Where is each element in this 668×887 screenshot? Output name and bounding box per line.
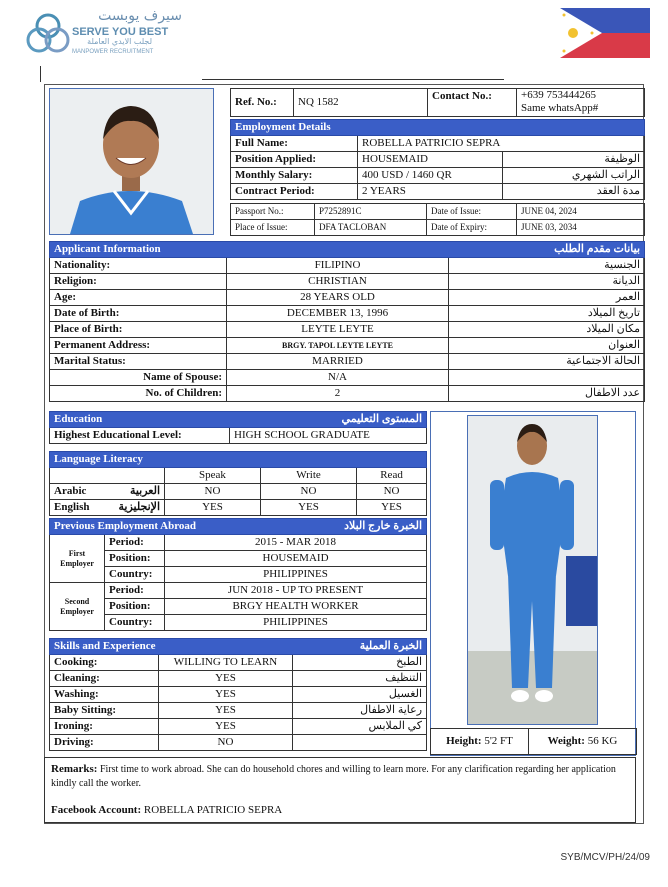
education-table <box>49 411 427 444</box>
place-issue-value: DFA TACLOBAN <box>315 220 427 236</box>
ref-value: NQ 1582 <box>294 89 428 117</box>
marital-value: MARRIED <box>227 354 449 370</box>
address-label: Permanent Address: <box>50 338 227 354</box>
full-body-photo <box>467 415 598 725</box>
arabic-read: NO <box>357 484 427 500</box>
babysitting-value: YES <box>159 703 293 719</box>
previous-employment-table <box>49 518 427 631</box>
nationality-label: Nationality: <box>50 258 227 274</box>
spouse-arabic <box>449 370 645 386</box>
first-country-label: Country: <box>105 567 165 583</box>
driving-label: Driving: <box>50 735 159 751</box>
issue-date-value: JUNE 04, 2024 <box>517 204 645 220</box>
height-label: Height: <box>446 735 482 747</box>
remarks-box <box>44 757 636 823</box>
pob-arabic: مكان الميلاد <box>449 322 645 338</box>
place-issue-label: Place of Issue: <box>231 220 315 236</box>
facebook-label: Facebook Account: <box>51 804 142 816</box>
left-margin-line <box>40 66 41 82</box>
issue-date-label: Date of Issue: <box>427 204 517 220</box>
first-employer-tag: First Employer <box>50 535 105 583</box>
dob-arabic: تاريخ الميلاد <box>449 306 645 322</box>
washing-arabic: الغسيل <box>293 687 427 703</box>
reference-table <box>230 88 645 117</box>
washing-value: YES <box>159 687 293 703</box>
contact-value: +639 753444265 <box>521 89 596 101</box>
full-name-label: Full Name: <box>231 136 358 152</box>
arabic-lang-label: Arabic <box>54 485 87 497</box>
language-table <box>49 451 427 516</box>
contract-arabic: مدة العقد <box>503 184 645 200</box>
top-divider <box>202 79 504 80</box>
education-label: Highest Educational Level: <box>50 428 230 444</box>
babysitting-arabic: رعاية الاطفال <box>293 703 427 719</box>
ironing-label: Ironing: <box>50 719 159 735</box>
driving-value: NO <box>159 735 293 751</box>
applicant-info-heading: Applicant Information <box>54 243 161 255</box>
address-value: BRGY. TAPOL LEYTE LEYTE <box>227 338 449 354</box>
facebook-value: ROBELLA PATRICIO SEPRA <box>143 804 283 816</box>
profile-photo <box>49 88 214 235</box>
expiry-label: Date of Expiry: <box>427 220 517 236</box>
arabic-lang-arabic: العربية <box>129 485 160 497</box>
english-lang-arabic: الإنجليزية <box>118 501 160 513</box>
cleaning-label: Cleaning: <box>50 671 159 687</box>
ref-label: Ref. No.: <box>231 89 294 117</box>
position-arabic: الوظيفة <box>503 152 645 168</box>
speak-header: Speak <box>165 468 261 484</box>
remarks-text: First time to work abroad. She can do household chores and willing to learn more. For any clarification regarding her application kindly call the worker. <box>51 764 616 789</box>
second-employer-tag: Second Employer <box>50 583 105 631</box>
arabic-speak: NO <box>165 484 261 500</box>
english-speak: YES <box>165 500 261 516</box>
children-label: No. of Children: <box>50 386 227 402</box>
cooking-label: Cooking: <box>50 655 159 671</box>
remarks-label: Remarks: <box>51 763 98 775</box>
logo-tagline-arabic: لجلب الايدي العاملة <box>87 37 152 46</box>
age-value: 28 YEARS OLD <box>227 290 449 306</box>
contact-note: Same whatsApp# <box>521 102 599 114</box>
second-country-value: PHILIPPINES <box>165 615 427 631</box>
second-period-value: JUN 2018 - UP TO PRESENT <box>165 583 427 599</box>
age-label: Age: <box>50 290 227 306</box>
expiry-value: JUNE 03, 2034 <box>517 220 645 236</box>
second-country-label: Country: <box>105 615 165 631</box>
english-lang-label: English <box>54 501 90 513</box>
religion-arabic: الديانة <box>449 274 645 290</box>
pob-label: Place of Birth: <box>50 322 227 338</box>
ironing-arabic: كي الملابس <box>293 719 427 735</box>
logo-tagline: MANPOWER RECRUITMENT <box>72 49 154 55</box>
language-heading: Language Literacy <box>50 452 427 468</box>
employment-details-table <box>230 119 645 200</box>
skills-table <box>49 638 427 751</box>
children-value: 2 <box>227 386 449 402</box>
nationality-value: FILIPINO <box>227 258 449 274</box>
spouse-label: Name of Spouse: <box>50 370 227 386</box>
position-label: Position Applied: <box>231 152 358 168</box>
cooking-value: WILLING TO LEARN <box>159 655 293 671</box>
salary-value: 400 USD / 1460 QR <box>358 168 503 184</box>
measurements-table <box>430 728 637 755</box>
education-heading-arabic: المستوى التعليمي <box>341 413 423 425</box>
applicant-info-table <box>49 241 645 402</box>
employment-details-heading: Employment Details <box>231 120 645 136</box>
first-country-value: PHILIPPINES <box>165 567 427 583</box>
dob-label: Date of Birth: <box>50 306 227 322</box>
arabic-write: NO <box>261 484 357 500</box>
company-logo <box>26 8 196 60</box>
first-position-label: Position: <box>105 551 165 567</box>
logo-name: SERVE YOU BEST <box>72 26 169 38</box>
nationality-arabic: الجنسية <box>449 258 645 274</box>
cleaning-arabic: التنظيف <box>293 671 427 687</box>
cleaning-value: YES <box>159 671 293 687</box>
skills-heading: Skills and Experience <box>54 640 156 652</box>
logo-arabic: سيرف يوبست <box>98 8 182 24</box>
education-heading: Education <box>54 413 103 425</box>
previous-employment-heading-arabic: الخبرة خارج البلاد <box>344 520 423 532</box>
spouse-value: N/A <box>227 370 449 386</box>
second-position-value: BRGY HEALTH WORKER <box>165 599 427 615</box>
address-arabic: العنوان <box>449 338 645 354</box>
passport-table <box>230 203 645 236</box>
education-value: HIGH SCHOOL GRADUATE <box>230 428 427 444</box>
position-value: HOUSEMAID <box>358 152 503 168</box>
write-header: Write <box>261 468 357 484</box>
weight-value: 56 KG <box>587 735 618 747</box>
marital-label: Marital Status: <box>50 354 227 370</box>
document-code: SYB/MCV/PH/24/09 <box>560 852 650 863</box>
previous-employment-heading: Previous Employment Abroad <box>54 520 196 532</box>
driving-arabic <box>293 735 427 751</box>
read-header: Read <box>357 468 427 484</box>
contact-label: Contact No.: <box>428 89 517 117</box>
pob-value: LEYTE LEYTE <box>227 322 449 338</box>
marital-arabic: الحالة الاجتماعية <box>449 354 645 370</box>
passport-label: Passport No.: <box>231 204 315 220</box>
first-position-value: HOUSEMAID <box>165 551 427 567</box>
applicant-info-heading-arabic: بيانات مقدم الطلب <box>554 243 641 255</box>
second-period-label: Period: <box>105 583 165 599</box>
age-arabic: العمر <box>449 290 645 306</box>
washing-label: Washing: <box>50 687 159 703</box>
first-period-value: 2015 - MAR 2018 <box>165 535 427 551</box>
contract-value: 2 YEARS <box>358 184 503 200</box>
cooking-arabic: الطبخ <box>293 655 427 671</box>
second-position-label: Position: <box>105 599 165 615</box>
dob-value: DECEMBER 13, 1996 <box>227 306 449 322</box>
first-period-label: Period: <box>105 535 165 551</box>
philippines-flag-icon <box>560 8 650 58</box>
children-arabic: عدد الاطفال <box>449 386 645 402</box>
salary-label: Monthly Salary: <box>231 168 358 184</box>
passport-value: P7252891C <box>315 204 427 220</box>
skills-heading-arabic: الخبرة العملية <box>359 640 423 652</box>
babysitting-label: Baby Sitting: <box>50 703 159 719</box>
english-write: YES <box>261 500 357 516</box>
contract-label: Contract Period: <box>231 184 358 200</box>
logo-rings-icon <box>26 12 70 56</box>
full-name-value: ROBELLA PATRICIO SEPRA <box>358 136 645 152</box>
salary-arabic: الراتب الشهري <box>503 168 645 184</box>
english-read: YES <box>357 500 427 516</box>
religion-label: Religion: <box>50 274 227 290</box>
ironing-value: YES <box>159 719 293 735</box>
height-value: 5'2 FT <box>484 735 513 747</box>
weight-label: Weight: <box>547 735 585 747</box>
religion-value: CHRISTIAN <box>227 274 449 290</box>
